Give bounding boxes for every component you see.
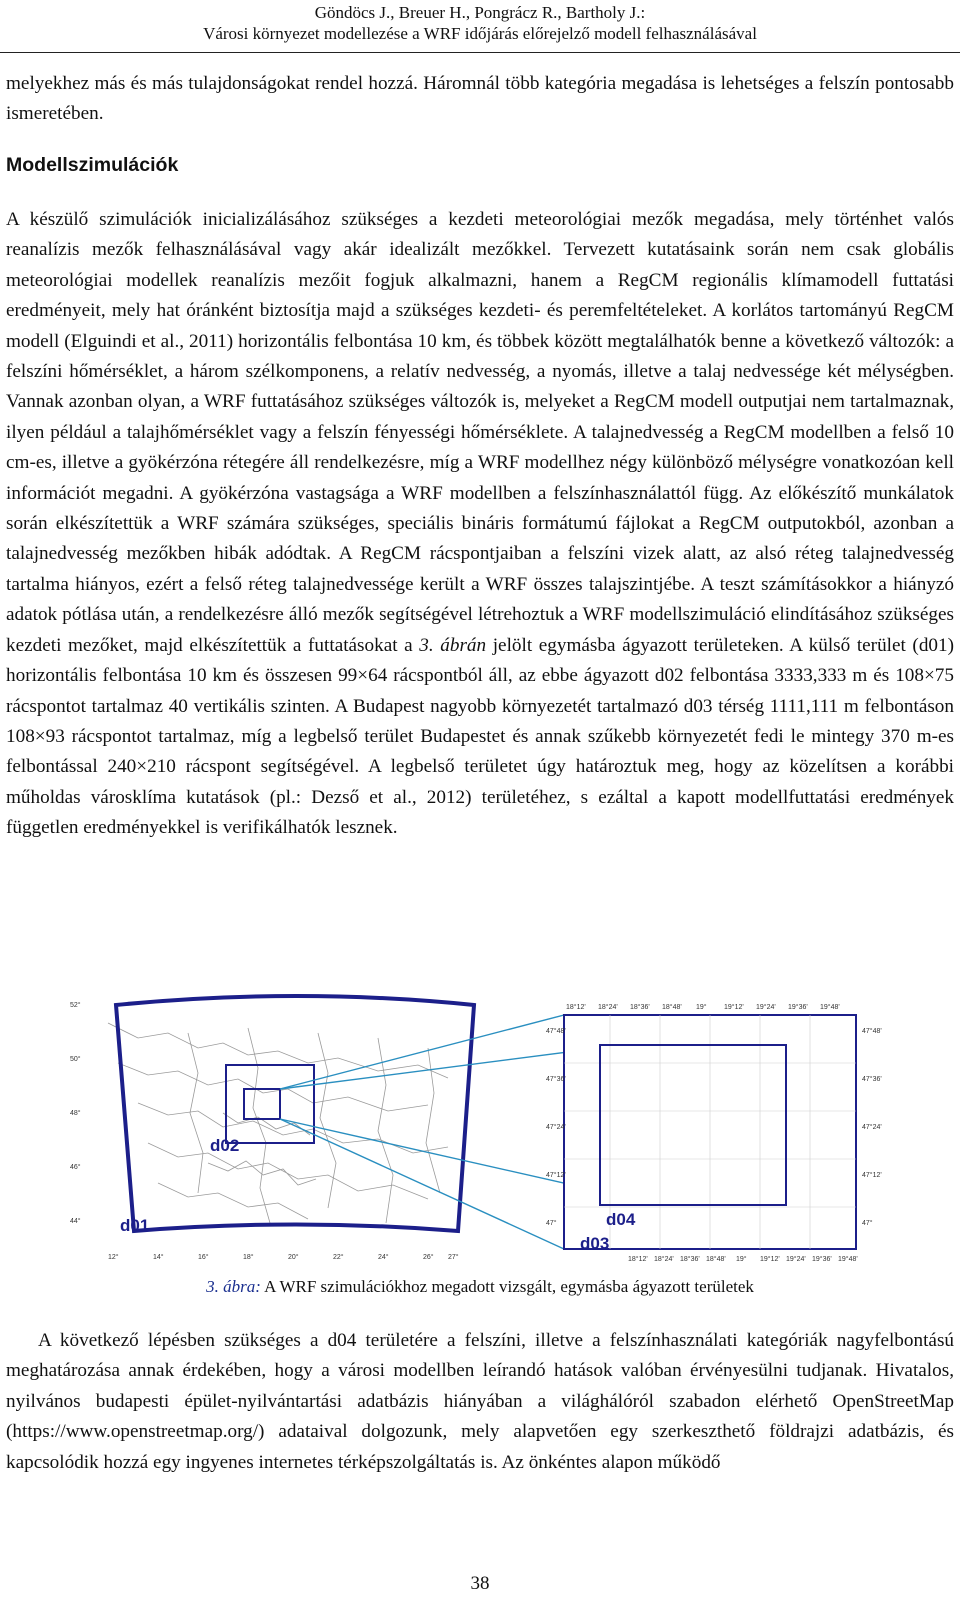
right-lat-4724: 47°24'	[862, 1124, 882, 1131]
right-lon-bot-1924: 19°24'	[786, 1256, 806, 1263]
right-lon-bot-1848: 18°48'	[706, 1256, 726, 1263]
domain-map-figure	[48, 993, 910, 1265]
right-lon-top-1924: 19°24'	[756, 1004, 776, 1011]
right-lon-top-1936: 19°36'	[788, 1004, 808, 1011]
caption-label: 3. ábra:	[206, 1277, 261, 1296]
left-lat-50: 50°	[70, 1056, 81, 1063]
left-lon-20: 20°	[288, 1254, 299, 1261]
left-lon-16: 16°	[198, 1254, 209, 1261]
paragraph-text-a: A készülő szimulációk inicializálásához szükséges a kezdeti meteorológiai mezők megadása, mely történhet valós reanalízis mezők felhasználásával vagy akár idealizált mezőkkel. Tervezett kutatásaink során nem csak globális meteorológiai modellek reanalízis mezőit fogjuk alkalmazni, hanem a RegCM regionális klímamodell futtatási eredményeit, mely hat óránként biztosítja majd a szükséges kezdeti- és peremfeltételeket. A korlátos tartományú RegCM modell (Elguindi et al., 2011) horizontális felbontása 10 km, és többek között megtalálhatók benne a következő változók: a felszíni hőmérséklet, a három szélkomponens, a relatív nedvesség, a nyomás, illetve a talaj nedvessége két mélységben. Vannak azonban olyan, a WRF futtatásához szükséges változók is, melyeket a RegCM modell outputjai nem tartalmaznak, ilyen például a talajhőmérséklet vagy a felszín fényességi hőmérséklete. A talajnedvesség a RegCM modellben a felső 10 cm-es, illetve a gyökérzóna rétegére áll rendelkezésre, míg a WRF modellhez négy különböző mélységre vonatkozóan kell információt megadni. A gyökérzóna vastagsága a WRF modellben a felszínhasználattól függ. Az előkészítő munkálatok során elkészítettük a WRF számára szükséges, speciális bináris formátumú fájlokat a RegCM outputokból, azonban a talajnedvesség mezőkben hibák adódtak. A RegCM rácspontjaiban a felszíni vizek alatt, az alsó réteg talajnedvesség tartalma hiányos, ezért a felső réteg talajnedvessége került a WRF összes talajszintjébe. A teszt számításokkor a hiányzó adatok pótlása után, a rendelkezésre álló mezők segítségével létrehoztuk a WRF modellszimuláció elindításához szükséges kezdeti mezőket, majd elkészítettük a futtatásokat a	[6, 209, 954, 656]
right-lon-top-1912: 19°12'	[724, 1004, 744, 1011]
right-lon-labels-bottom	[628, 1255, 858, 1263]
right-lon-bot-1812: 18°12'	[628, 1256, 648, 1263]
caption-text: A WRF szimulációkhoz megadott vizsgált, egymásba ágyazott területek	[260, 1277, 754, 1296]
right-lon-bot-1936: 19°36'	[812, 1256, 832, 1263]
right-lon-top-1812: 18°12'	[566, 1004, 586, 1011]
right-lat-left-4748: 47°48'	[546, 1028, 566, 1035]
d02-label: d02	[210, 1136, 240, 1155]
header-rule	[0, 52, 960, 53]
right-lon-top-1848: 18°48'	[662, 1004, 682, 1011]
left-lon-27: 27°	[448, 1254, 459, 1261]
left-map	[68, 996, 480, 1265]
paragraph-openstreetmap: A következő lépésben szükséges a d04 területére a felszíni, illetve a felszínhasználati kategóriák nagyfelbontású meghatározása annak érdekében, hogy a városi modellben leírandó hatások valóban érvényesülni tudjanak. Hivatalos, nyilvános budapesti épület-nyilvántartási adatbázis hiányában a világhálóról szabadon elérhető OpenStreetMap (https://www.openstreetmap.org/) adataival dolgozunk, mely alapvetően egy szerkeszthető földrajzi adatbázis, és kapcsolódik hozzá egy ingyenes internetes térképszolgáltatás is. Az önkéntes alapon működő	[6, 1330, 954, 1473]
right-lon-top-19: 19°	[696, 1004, 707, 1011]
d04-label: d04	[606, 1210, 636, 1229]
right-lat-left-47: 47°	[546, 1220, 557, 1227]
left-lat-46: 46°	[70, 1164, 81, 1171]
header-title: Városi környezet modellezése a WRF időjárás előrejelző modell felhasználásával	[203, 24, 757, 43]
figure-nested-domains	[48, 993, 910, 1265]
left-lon-26: 26°	[423, 1254, 434, 1261]
running-header	[0, 2, 960, 44]
figure-reference: 3. ábrán	[419, 634, 487, 656]
page-number: 38	[470, 1573, 490, 1594]
paragraph-simulations	[6, 205, 954, 844]
figure-caption	[0, 1277, 960, 1297]
left-lon-24: 24°	[378, 1254, 389, 1261]
right-lat-4712: 47°12'	[862, 1172, 882, 1179]
right-lon-bot-1948: 19°48'	[838, 1256, 858, 1263]
right-lat-left-4724: 47°24'	[546, 1124, 566, 1131]
right-lon-top-1824: 18°24'	[598, 1004, 618, 1011]
right-lat-4736: 47°36'	[862, 1076, 882, 1083]
left-lon-12: 12°	[108, 1254, 119, 1261]
right-map	[546, 1003, 882, 1263]
paragraph-intro: melyekhez más és más tulajdonságokat rendel hozzá. Háromnál több kategória megadása is lehetséges a felszín pontosabb ismeretében.	[6, 73, 954, 125]
right-lon-bot-1824: 18°24'	[654, 1256, 674, 1263]
right-lon-bot-19: 19°	[736, 1256, 747, 1263]
d03-label: d03	[580, 1234, 610, 1253]
left-lat-48: 48°	[70, 1110, 81, 1117]
left-lon-22: 22°	[333, 1254, 344, 1261]
left-lat-44: 44°	[70, 1218, 81, 1225]
left-lon-14: 14°	[153, 1254, 164, 1261]
right-lat-47: 47°	[862, 1220, 873, 1227]
right-lon-top-1948: 19°48'	[820, 1004, 840, 1011]
header-authors: Göndöcs J., Breuer H., Pongrácz R., Bartholy J.:	[314, 3, 646, 22]
right-lon-top-1836: 18°36'	[630, 1004, 650, 1011]
right-lon-bot-1912: 19°12'	[760, 1256, 780, 1263]
left-lat-52: 52°	[70, 1002, 81, 1009]
section-heading: Modellszimulációk	[6, 154, 179, 176]
right-lat-left-4736: 47°36'	[546, 1076, 566, 1083]
right-lat-4748: 47°48'	[862, 1028, 882, 1035]
paragraph-text-b: jelölt egymásba ágyazott területeken. A külső terület (d01) horizontális felbontása 10 km és összesen 99×64 rácspontból áll, az ebbe ágyazott d02 felbontása 3333,333 m és 108×75 rácspontot tartalmaz 40 vertikális szinten. A Budapest nagyobb környezetét tartalmazó d03 térség 1111,111 m felbontáson 108×93 rácspontot tartalmaz, míg a legbelső terület Budapestet és annak szűkebb környezetét fedi le mintegy 370 m-es felbontással 240×210 rácspont segítségével. A legbelső területet úgy határoztuk meg, hogy az közelítsen a korábbi műholdas városklíma kutatások (pl.: Dezső et al., 2012) területéhez, s ezáltal a kapott modellfuttatási eredmények független eredményekkel is verifikálhatók lesznek.	[6, 634, 954, 839]
right-lat-left-4712: 47°12'	[546, 1172, 566, 1179]
right-lon-bot-1836: 18°36'	[680, 1256, 700, 1263]
left-lon-18: 18°	[243, 1254, 254, 1261]
d01-label: d01	[120, 1216, 150, 1235]
right-lon-labels-top	[566, 1003, 840, 1011]
